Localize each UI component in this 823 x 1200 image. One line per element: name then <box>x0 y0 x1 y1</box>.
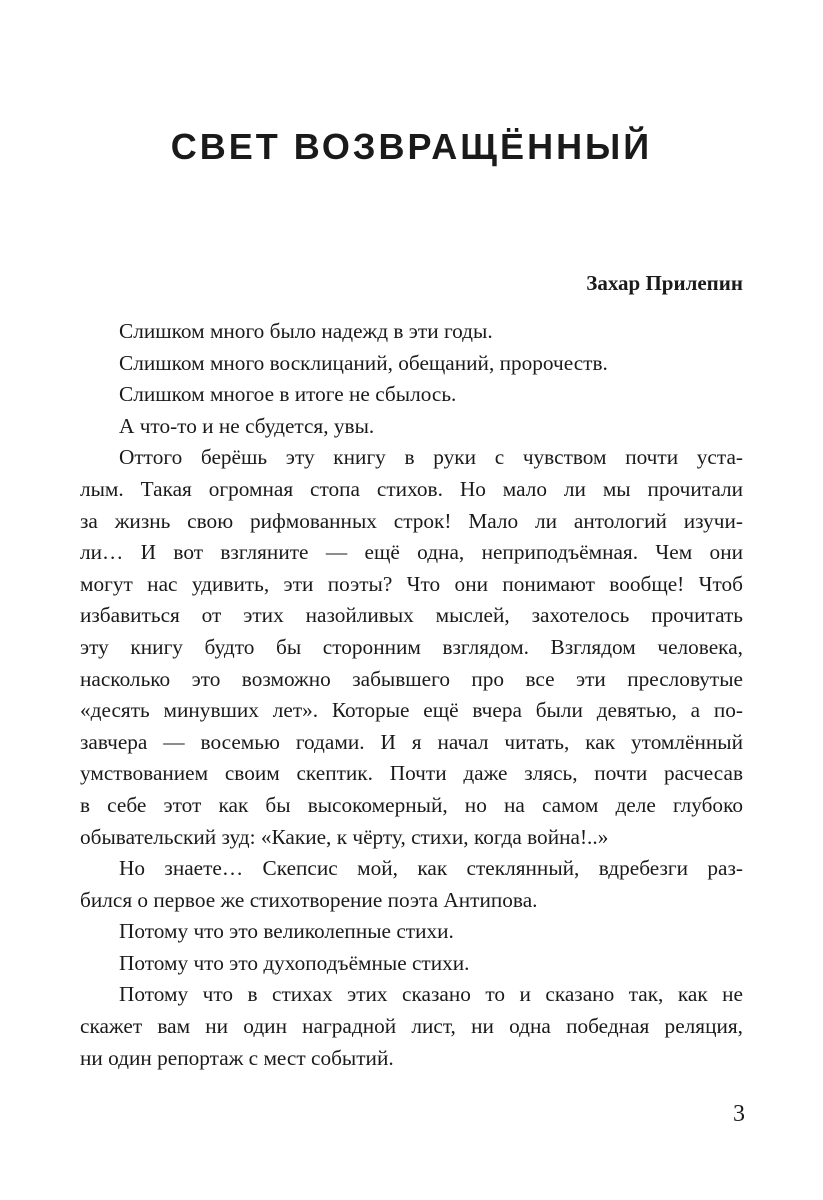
text-line: скажет вам ни один наградной лист, ни одна победная реляция, <box>80 1014 743 1039</box>
text-line: Слишком многое в итоге не сбылось. <box>119 382 457 407</box>
text-line: Потому что в стихах этих сказано то и сказано так, как не <box>119 982 743 1007</box>
text-line: бился о первое же стихотворение поэта Антипова. <box>80 887 538 912</box>
text-line: А что-то и не сбудется, увы. <box>119 413 375 438</box>
text-line: лым. Такая огромная стопа стихов. Но мало ли мы прочитали <box>80 476 743 501</box>
text-line: избавиться от этих назойливых мыслей, захотелось прочитать <box>80 603 743 628</box>
text-line: в себе этот как бы высокомерный, но на самом деле глубоко <box>80 792 743 817</box>
text-line: могут нас удивить, эти поэты? Что они понимают вообще! Чтоб <box>80 571 743 596</box>
text-line: обывательский зуд: «Какие, к чёрту, стихи, когда война!..» <box>80 824 609 849</box>
body-text <box>80 316 743 1074</box>
text-line: Но знаете… Скепсис мой, как стеклянный, вдребезги раз- <box>119 856 743 881</box>
text-line: Потому что это великолепные стихи. <box>119 919 454 944</box>
text-line: Потому что это духоподъёмные стихи. <box>119 950 470 975</box>
chapter-title: СВЕТ ВОЗВРАЩЁННЫЙ <box>170 126 653 167</box>
text-line: Слишком много восклицаний, обещаний, пророчеств. <box>119 350 608 375</box>
text-line: насколько это возможно забывшего про все эти пресловутые <box>80 666 743 691</box>
text-line: Оттого берёшь эту книгу в руки с чувством почти уста- <box>119 445 743 470</box>
text-line: умствованием своим скептик. Почти даже злясь, почти расчесав <box>80 761 743 786</box>
text-line: «десять минувших лет». Которые ещё вчера были девятью, а по- <box>80 698 743 723</box>
text-line: Слишком много было надежд в эти годы. <box>119 319 493 343</box>
text-line: за жизнь свою рифмованных строк! Мало ли антологий изучи- <box>80 508 743 533</box>
text-line: эту книгу будто бы сторонним взглядом. Взглядом человека, <box>80 634 743 659</box>
page-number: 3 <box>733 1101 745 1127</box>
text-line: завчера — восемью годами. И я начал читать, как утомлённый <box>80 729 743 754</box>
author-name: Захар Прилепин <box>586 271 743 295</box>
text-line: ни один репортаж с мест событий. <box>80 1045 394 1070</box>
text-line: ли… И вот взгляните — ещё одна, неприподъёмная. Чем они <box>80 540 743 565</box>
